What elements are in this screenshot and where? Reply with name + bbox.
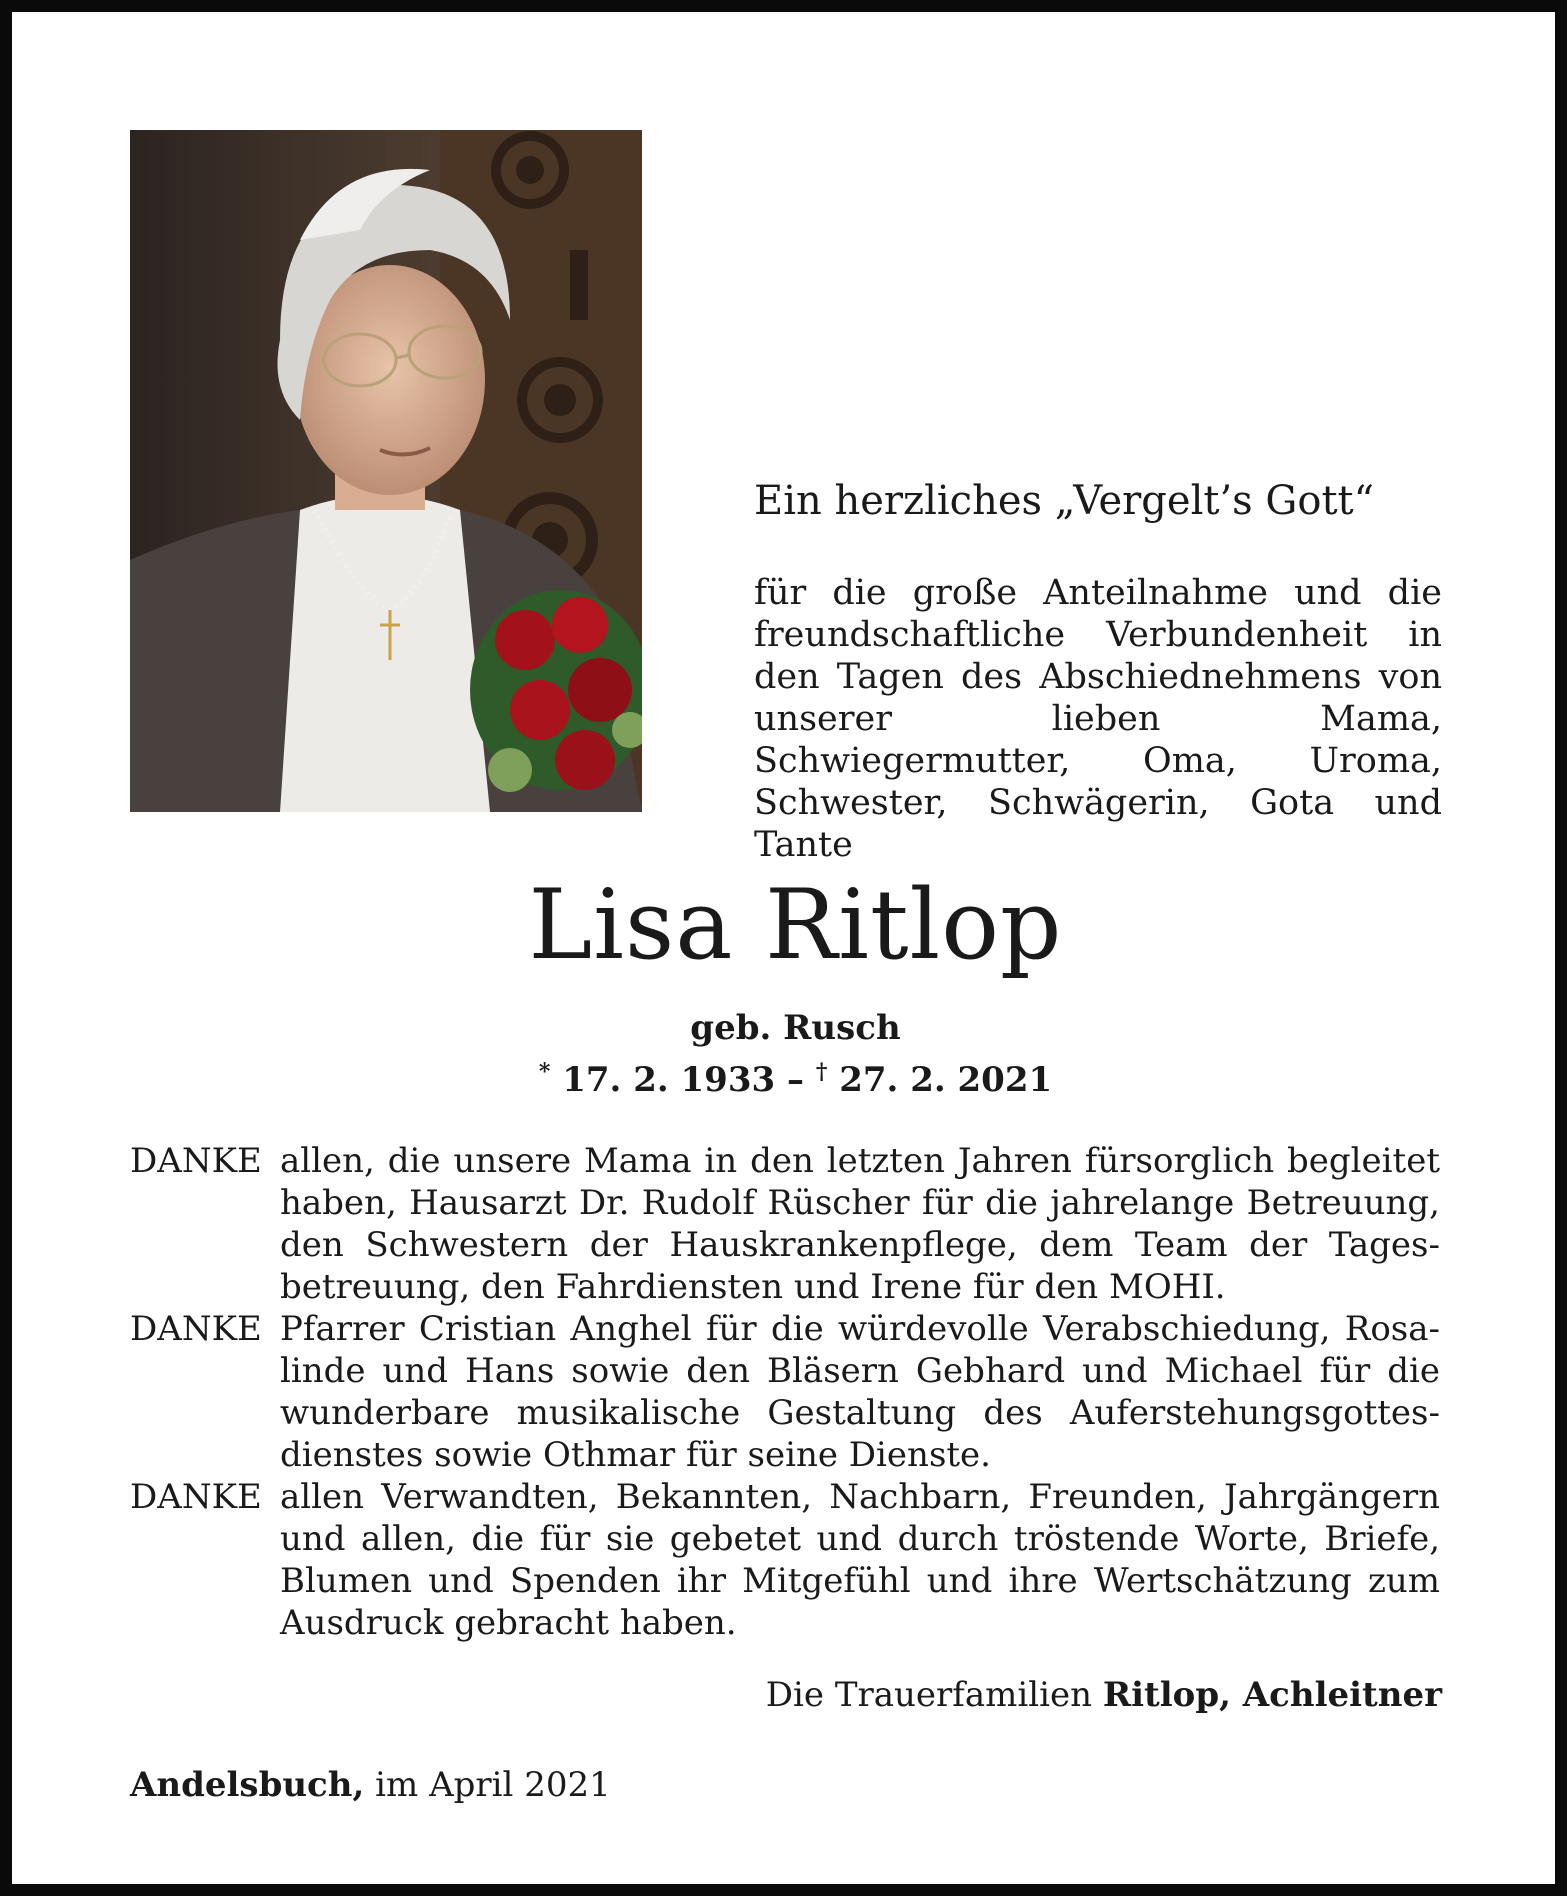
life-dates xyxy=(12,1052,1567,1100)
danke-label: DANKE xyxy=(130,1141,262,1181)
maiden-name: geb. Rusch xyxy=(690,1008,901,1048)
death-symbol: † xyxy=(815,1059,828,1085)
death-date: 27. 2. 2021 xyxy=(839,1060,1053,1100)
thanks-paragraph: für die große Anteilnahme und die freundschaftliche Verbundenheit in den Tagen des Abschiednehmens von unserer lieben Mama, Schwiegermutter, Oma, Uroma, Schwester, Schwägerin, Gota und Tante xyxy=(754,573,1442,865)
birth-date: 17. 2. 1933 xyxy=(562,1060,776,1100)
birth-symbol: * xyxy=(538,1059,551,1085)
place-and-date xyxy=(130,1764,930,1806)
danke-text: allen Verwandten, Bekannten, Nachbarn, Freunden, Jahrgängern und allen, die für sie gebetet und durch tröstende Worte, Briefe, Blumen und Spenden ihr Mitgefühl und ihre Wertschätzung zum Ausdruck gebracht haben. xyxy=(280,1477,1440,1643)
family-names: Ritlop, Achleitner xyxy=(1102,1675,1442,1715)
danke-text: allen, die unsere Mama in den letzten Jahren fürsorglich begleitet haben, Hausarzt Dr. Rudolf Rüscher für die jahrelange Betreuung, den Schwestern der Hauskrankenpflege, dem Team der Tages-betreuung, den Fahrdiensten und Irene für den MOHI. xyxy=(280,1141,1440,1307)
portrait-photo xyxy=(130,130,642,812)
thanks-heading: Ein herzliches „Vergelt’s Gott“ xyxy=(754,478,1375,524)
danke-text: Pfarrer Cristian Anghel für die würdevolle Verabschiedung, Rosa-linde und Hans sowie den Bläsern Gebhard und Michael für die wunderbare musikalische Gestaltung des Auferstehungsgottes-dienstes sowie Othmar für seine Dienste. xyxy=(280,1309,1440,1475)
town: Andelsbuch, xyxy=(130,1765,365,1805)
date-separator: – xyxy=(787,1060,804,1100)
family-signature xyxy=(612,1674,1442,1716)
signature-prefix: Die Trauerfamilien xyxy=(765,1675,1093,1715)
danke-label: DANKE xyxy=(130,1309,262,1349)
deceased-name: Lisa Ritlop xyxy=(528,869,1063,981)
notice-date: im April 2021 xyxy=(375,1765,611,1805)
danke-label: DANKE xyxy=(130,1477,262,1517)
